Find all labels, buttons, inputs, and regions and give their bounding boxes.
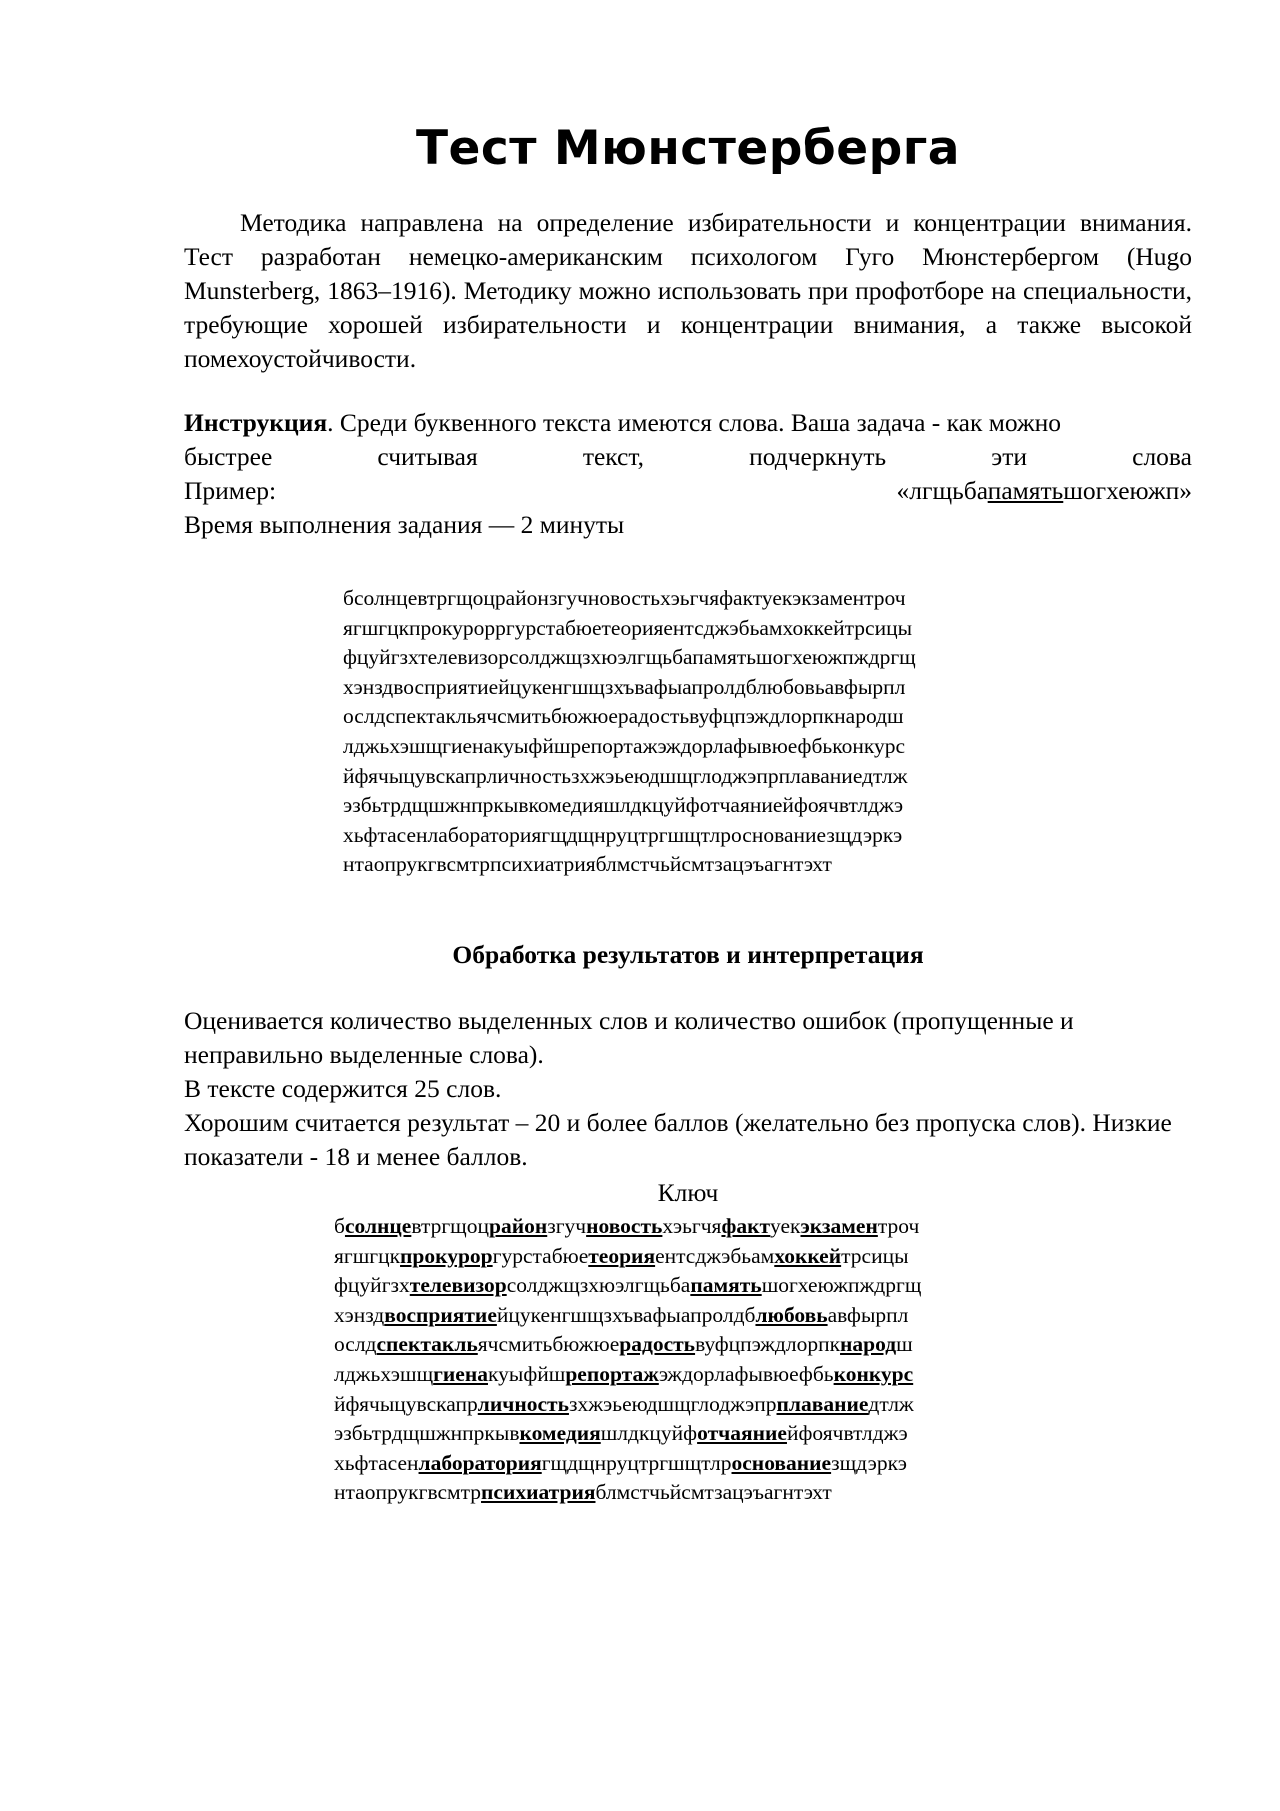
- instruction-block: [184, 406, 1192, 542]
- grid-line: ягшгцкпрокурорргурстабюетеорияентсджэбьамхоккейтрсицы: [343, 615, 913, 640]
- key-filler: куыфйш: [487, 1361, 566, 1386]
- key-filler: эзбьтрдщшжнпркыв: [334, 1421, 520, 1446]
- letter-grid: [343, 584, 1192, 880]
- key-filler: шлдкцуйф: [600, 1421, 698, 1446]
- example-open-quote: «: [896, 476, 910, 505]
- example-prefix: лгщьба: [909, 476, 988, 505]
- key-line: [334, 1301, 1192, 1331]
- example-suffix: шогхеюжп: [1063, 476, 1180, 505]
- key-word: спектакль: [376, 1332, 478, 1357]
- key-word: конкурс: [833, 1361, 914, 1386]
- key-filler: йцукенгшщзхъвафыапролдб: [496, 1302, 756, 1327]
- key-line: [334, 1330, 1192, 1360]
- instruction-word: считывая: [377, 442, 478, 471]
- key-filler: ячсмитьбюжюе: [477, 1332, 620, 1357]
- key-word: теория: [588, 1243, 656, 1268]
- key-word: восприятие: [384, 1302, 497, 1327]
- key-filler: гурстабюе: [492, 1243, 589, 1268]
- key-filler: ягшгцк: [334, 1243, 401, 1268]
- key-word: факт: [721, 1213, 771, 1238]
- section-title: Обработка результатов и интерпретация: [452, 939, 924, 969]
- instruction-line-1: [184, 406, 1192, 440]
- key-line: [334, 1419, 1192, 1449]
- example-word: память: [987, 476, 1064, 505]
- key-word: радость: [619, 1332, 696, 1357]
- key-line: [334, 1478, 1192, 1508]
- key-word: комедия: [519, 1421, 601, 1446]
- key-filler: авфырпл: [827, 1302, 909, 1327]
- key-filler: лджьхэшщ: [334, 1361, 434, 1386]
- key-word: прокурор: [400, 1243, 493, 1268]
- key-word: новость: [586, 1213, 663, 1238]
- key-word: экзамен: [800, 1213, 878, 1238]
- key-filler: зщдэркэ: [831, 1450, 907, 1475]
- key-filler: фцуйгзх: [334, 1273, 410, 1298]
- instruction-word: подчеркнуть: [749, 442, 887, 471]
- key-filler: блмстчьйсмтзацэъагнтэхт: [595, 1480, 832, 1505]
- instruction-line-2: [184, 440, 1192, 474]
- key-filler: дтлж: [868, 1391, 914, 1416]
- instruction-word: текст,: [582, 442, 644, 471]
- key-word: психиатрия: [481, 1480, 596, 1505]
- grid-line: фцуйгзхтелевизорсолджщзхюэлгщьбапамятьшогхеюжпждргщ: [343, 645, 916, 670]
- key-filler: йфячыцувскапр: [334, 1391, 478, 1416]
- example-close-quote: »: [1179, 476, 1192, 505]
- grid-line: хьфтасенлабораториягщдщнруцтргшщтлроснованиезщдэркэ: [343, 822, 903, 847]
- key-filler: згуч: [547, 1213, 587, 1238]
- results-paragraph: В тексте содержится 25 слов.: [184, 1073, 502, 1103]
- key-word: любовь: [755, 1302, 828, 1327]
- key-word: основание: [731, 1450, 832, 1475]
- instruction-word: эти: [991, 442, 1028, 471]
- key-word: гиена: [433, 1361, 488, 1386]
- key-word: отчаяние: [697, 1421, 787, 1446]
- grid-line: бсолнцевтргщоцрайонзгучновостьхэьгчяфактуекэкзаментроч: [343, 586, 906, 610]
- key-word: телевизор: [409, 1273, 507, 1298]
- key-line: [334, 1271, 1192, 1301]
- key-line: [334, 1360, 1192, 1390]
- answer-key: [334, 1212, 1192, 1508]
- example-label: Пример:: [184, 476, 277, 505]
- key-filler: трсицы: [841, 1243, 909, 1268]
- key-filler: зхжэьеюдшщглоджэпр: [568, 1391, 777, 1416]
- key-filler: шогхеюжпждргщ: [761, 1273, 922, 1298]
- example-line: [184, 474, 1192, 508]
- results-paragraph: Оценивается количество выделенных слов и количество ошибок (пропущенные и неправильно выделенные слова).: [184, 1005, 1074, 1069]
- key-filler: ослд: [334, 1332, 377, 1357]
- key-filler: втргщоц: [411, 1213, 489, 1238]
- instruction-text: . Среди буквенного текста имеются слова. Ваша задача - как можно: [327, 408, 1061, 437]
- key-filler: троч: [877, 1213, 920, 1238]
- key-line: [334, 1242, 1192, 1272]
- key-filler: ш: [896, 1332, 913, 1357]
- grid-line: хэнздвосприятиейцукенгшщзхъвафыапролдблюбовьавфырпл: [343, 674, 906, 699]
- document-title: Тест Мюнстерберга: [415, 121, 961, 176]
- key-filler: гщдщнруцтргшщтлр: [541, 1450, 732, 1475]
- key-word: память: [690, 1273, 762, 1298]
- grid-line: йфячыцувскапрличностьзхжэьеюдшщглоджэпрплаваниедтлж: [343, 763, 908, 788]
- key-word: личность: [477, 1391, 569, 1416]
- key-filler: хэьгчя: [662, 1213, 722, 1238]
- key-filler: вуфцпэждлорпк: [695, 1332, 841, 1357]
- key-word: солнце: [344, 1213, 412, 1238]
- key-word: народ: [840, 1332, 897, 1357]
- key-line: [334, 1390, 1192, 1420]
- key-word: лаборатория: [418, 1450, 542, 1475]
- key-line: [334, 1449, 1192, 1479]
- key-filler: эждорлафывюефбь: [658, 1361, 834, 1386]
- key-filler: уек: [770, 1213, 801, 1238]
- results-paragraph: Хорошим считается результат – 20 и более баллов (желательно без пропуска слов). Низкие показатели - 18 и менее баллов.: [184, 1107, 1172, 1171]
- key-word: район: [489, 1213, 548, 1238]
- results-text: [184, 1004, 1192, 1174]
- key-filler: солджщзхюэлгщьба: [506, 1273, 691, 1298]
- instruction-word: быстрее: [184, 442, 273, 471]
- instruction-word: слова: [1132, 442, 1192, 471]
- key-word: репортаж: [565, 1361, 659, 1386]
- key-filler: хьфтасен: [334, 1450, 419, 1475]
- key-filler: йфоячвтлджэ: [786, 1421, 908, 1446]
- time-limit: Время выполнения задания — 2 минуты: [184, 510, 625, 539]
- key-filler: б: [334, 1213, 345, 1238]
- grid-line: ослдспектакльячсмитьбюжюерадостьвуфцпэждлорпкнародш: [343, 704, 904, 729]
- instruction-label: Инструкция: [184, 408, 328, 437]
- intro-paragraph: Методика направлена на определение избирательности и концентрации внимания. Тест разработан немецко-американским психологом Гуго Мюнстербергом (Hugo Munsterberg, 1863–1916). Методику можно использовать при профотборе на специальности, требующие хорошей избирательности и концентрации внимания, а также высокой помехоустойчивости.: [184, 208, 1192, 373]
- key-filler: хэнзд: [334, 1302, 385, 1327]
- key-word: плавание: [776, 1391, 869, 1416]
- key-line: [334, 1212, 1192, 1242]
- key-filler: ентсджэбьам: [655, 1243, 775, 1268]
- document-page: [184, 118, 1192, 1508]
- key-word: хоккей: [774, 1243, 842, 1268]
- example-value: [897, 474, 1192, 508]
- grid-line: лджьхэшщгиенакуыфйшрепортажэждорлафывюефбьконкурс: [343, 733, 906, 758]
- grid-line: эзбьтрдщшжнпркывкомедияшлдкцуйфотчаяниейфоячвтлджэ: [343, 793, 904, 818]
- key-filler: нтаопрукгвсмтр: [334, 1480, 482, 1505]
- grid-line: нтаопрукгвсмтрпсихиатрияблмстчьйсмтзацэъагнтэхт: [343, 852, 832, 877]
- key-title: Ключ: [657, 1177, 719, 1207]
